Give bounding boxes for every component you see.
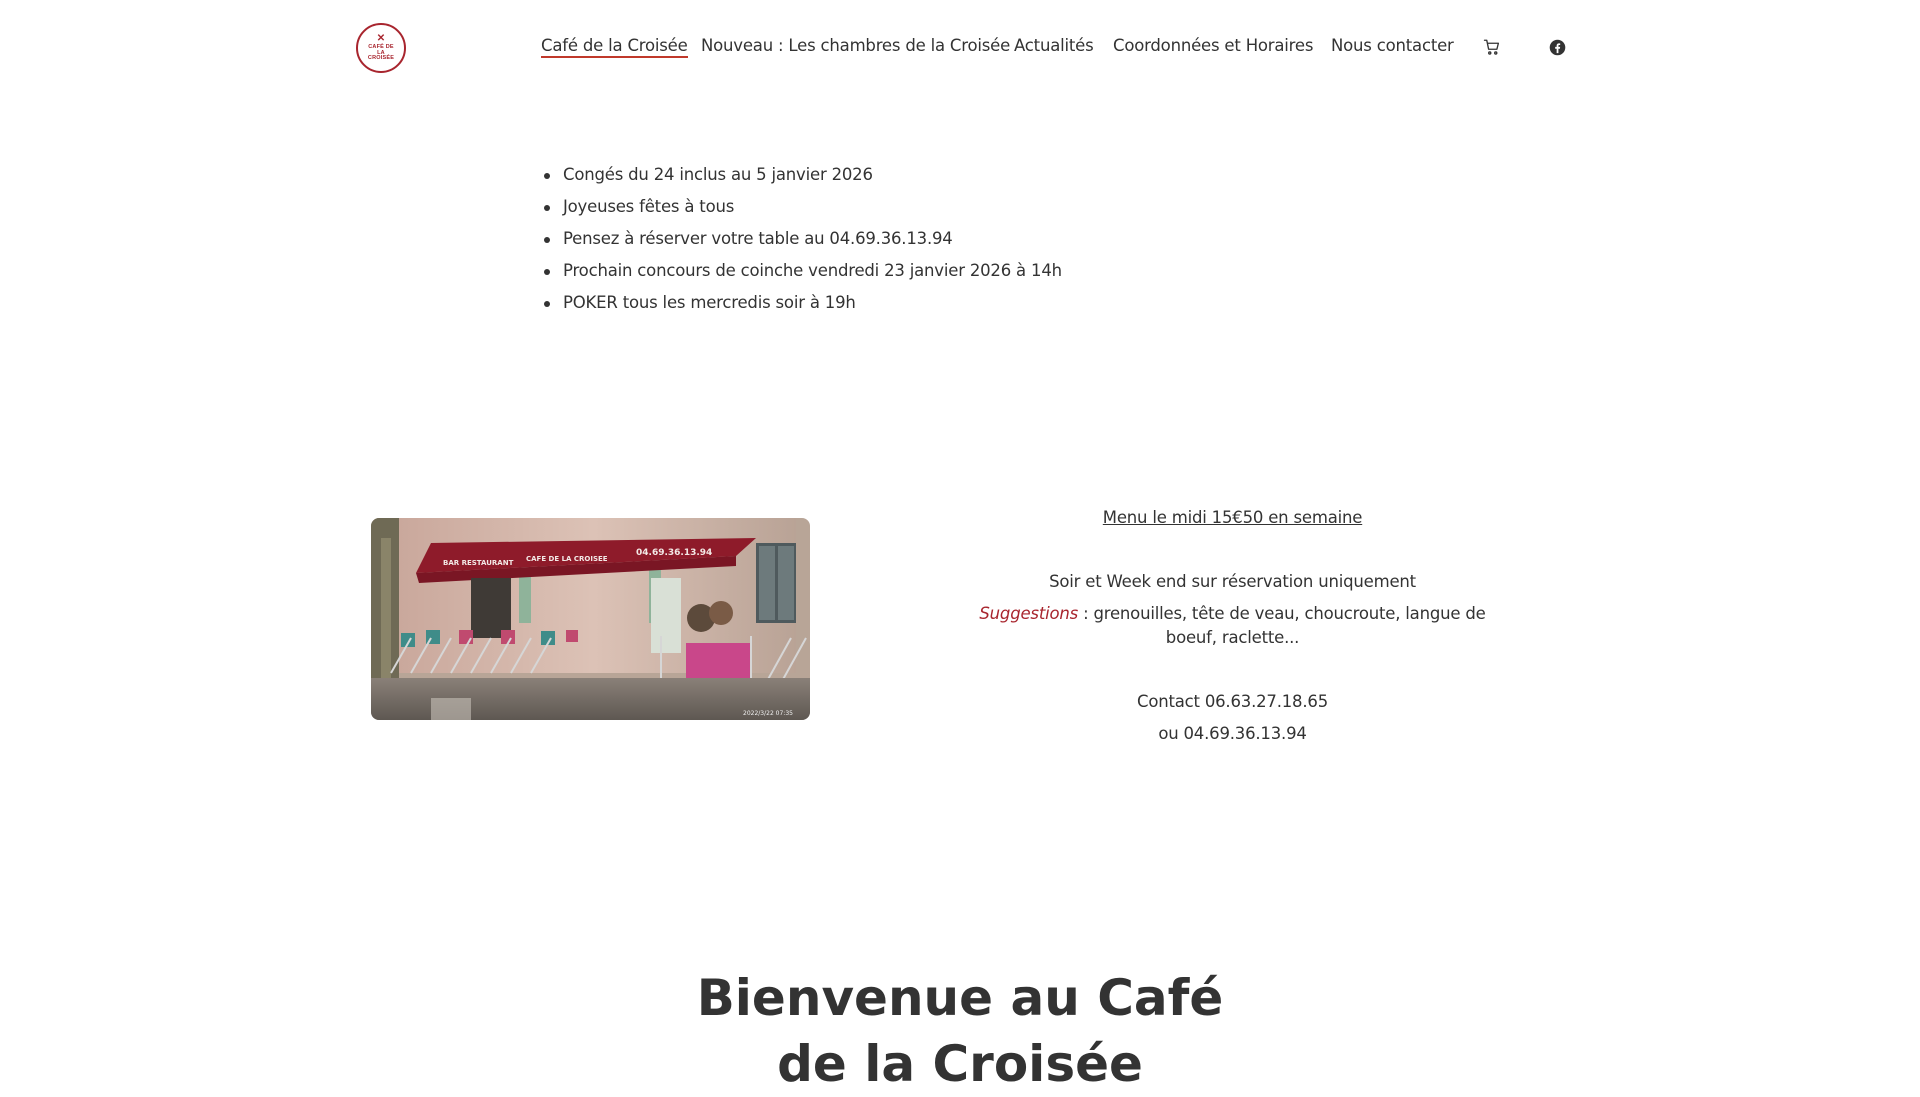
suggestions-label: Suggestions (979, 604, 1079, 623)
menu-info (960, 506, 1505, 746)
nav-item-chambres[interactable]: Nouveau : Les chambres de la Croisée (701, 36, 1011, 55)
title-line1: Bienvenue au Café (696, 969, 1224, 1027)
suggestions-text: : grenouilles, tête de veau, choucroute, langue de boeuf, raclette... (1078, 604, 1486, 647)
suggestions-paragraph (960, 602, 1505, 650)
reservation-text: Soir et Week end sur réservation uniquement (1049, 572, 1416, 591)
site-header (0, 0, 1920, 96)
awning-text-phone: 04.69.36.13.94 (636, 548, 713, 558)
nav-item-contact[interactable]: Nous contacter (1331, 36, 1454, 55)
list-item: Prochain concours de coinche vendredi 23 janvier 2026 à 14h (541, 255, 1062, 287)
nav-item-actualites[interactable]: Actualités (1014, 36, 1094, 55)
logo-text-line1: CAFÉ DE (368, 43, 394, 50)
logo-text-line2: LA (377, 49, 385, 56)
nav-item-cafe[interactable]: Café de la Croisée (541, 36, 688, 58)
page-title (560, 965, 1360, 1097)
awning-text-mid: CAFE DE LA CROISEE (526, 555, 608, 563)
nav-item-coordonnees[interactable]: Coordonnées et Horaires (1113, 36, 1314, 55)
contact-alt-text: ou 04.69.36.13.94 (1158, 724, 1307, 743)
list-item: Congés du 24 inclus au 5 janvier 2026 (541, 159, 1062, 191)
storefront-photo (371, 518, 810, 720)
awning-text-left: BAR RESTAURANT (443, 559, 514, 567)
announcements-list (541, 159, 1062, 319)
cart-icon[interactable] (1481, 36, 1503, 58)
list-item: Joyeuses fêtes à tous (541, 191, 1062, 223)
menu-midi-link[interactable]: Menu le midi 15€50 en semaine (1102, 508, 1363, 527)
logo-text-line3: CROISÉE (367, 55, 395, 62)
contact-text: Contact 06.63.27.18.65 (1137, 692, 1328, 711)
photo-timestamp: 2022/3/22 07:35 (743, 710, 793, 717)
list-item: POKER tous les mercredis soir à 19h (541, 287, 1062, 319)
title-line2: de la Croisée (777, 1035, 1143, 1093)
fork-knife-icon: ✕ (376, 32, 386, 44)
facebook-icon[interactable] (1546, 36, 1568, 58)
list-item: Pensez à réserver votre table au 04.69.36.13.94 (541, 223, 1062, 255)
site-logo[interactable] (356, 23, 406, 73)
